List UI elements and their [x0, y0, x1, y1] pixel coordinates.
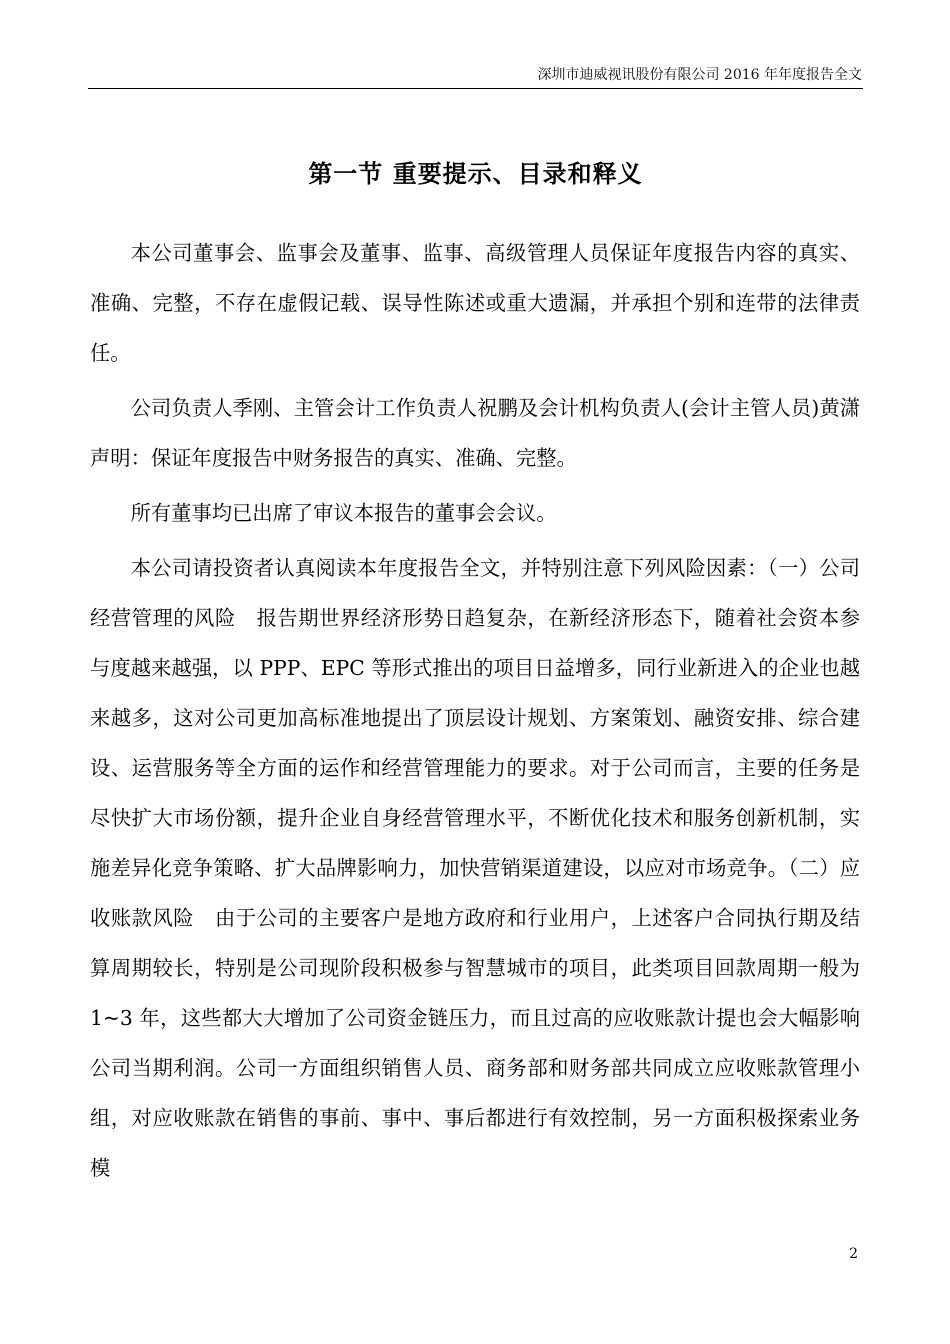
body-text	[90, 228, 860, 1198]
paragraph-responsibility-statement: 本公司董事会、监事会及董事、监事、高级管理人员保证年度报告内容的真实、准确、完整，不存在虚假记载、误导性陈述或重大遗漏，并承担个别和连带的法律责任。	[90, 241, 860, 365]
paragraph-risk-factors: 本公司请投资者认真阅读本年度报告全文，并特别注意下列风险因素：（一）公司经营管理的风险 报告期世界经济形势日趋复杂，在新经济形态下，随着社会资本参与度越来越强，以 PPP、EPC 等形式推出的项目日益增多，同行业新进入的企业也越来越多，这对公司更加高标准地提出了顶层设计规划、方案策划、融资安排、综合建设、运营服务等全方面的运作和经营管理能力的要求。对于公司而言，主要的任务是尽快扩大市场份额，提升企业自身经营管理水平，不断优化技术和服务创新机制，实施差异化竞争策略、扩大品牌影响力，加快营销渠道建设，以应对市场竞争。（二）应收账款风险 由于公司的主要客户是地方政府和行业用户，上述客户合同执行期及结算周期较长，特别是公司现阶段积极参与智慧城市的项目，此类项目回款周期一般为 1~3 年，这些都大大增加了公司资金链压力，而且过高的应收账款计提也会大幅影响公司当期利润。公司一方面组织销售人员、商务部和财务部共同成立应收账款管理小组，对应收账款在销售的事前、事中、事后都进行有效控制，另一方面积极探索业务模	[90, 556, 860, 1180]
header-rule	[88, 88, 863, 89]
paragraph-financial-declaration: 公司负责人季刚、主管会计工作负责人祝鹏及会计机构负责人(会计主管人员)黄潇声明：保证年度报告中财务报告的真实、准确、完整。	[90, 396, 860, 470]
running-header: 深圳市迪威视讯股份有限公司 2016 年年度报告全文	[537, 67, 862, 83]
paragraph-board-attendance: 所有董事均已出席了审议本报告的董事会会议。	[130, 501, 557, 525]
page-number: 2	[849, 1246, 858, 1262]
section-title: 第一节 重要提示、目录和释义	[308, 159, 643, 188]
